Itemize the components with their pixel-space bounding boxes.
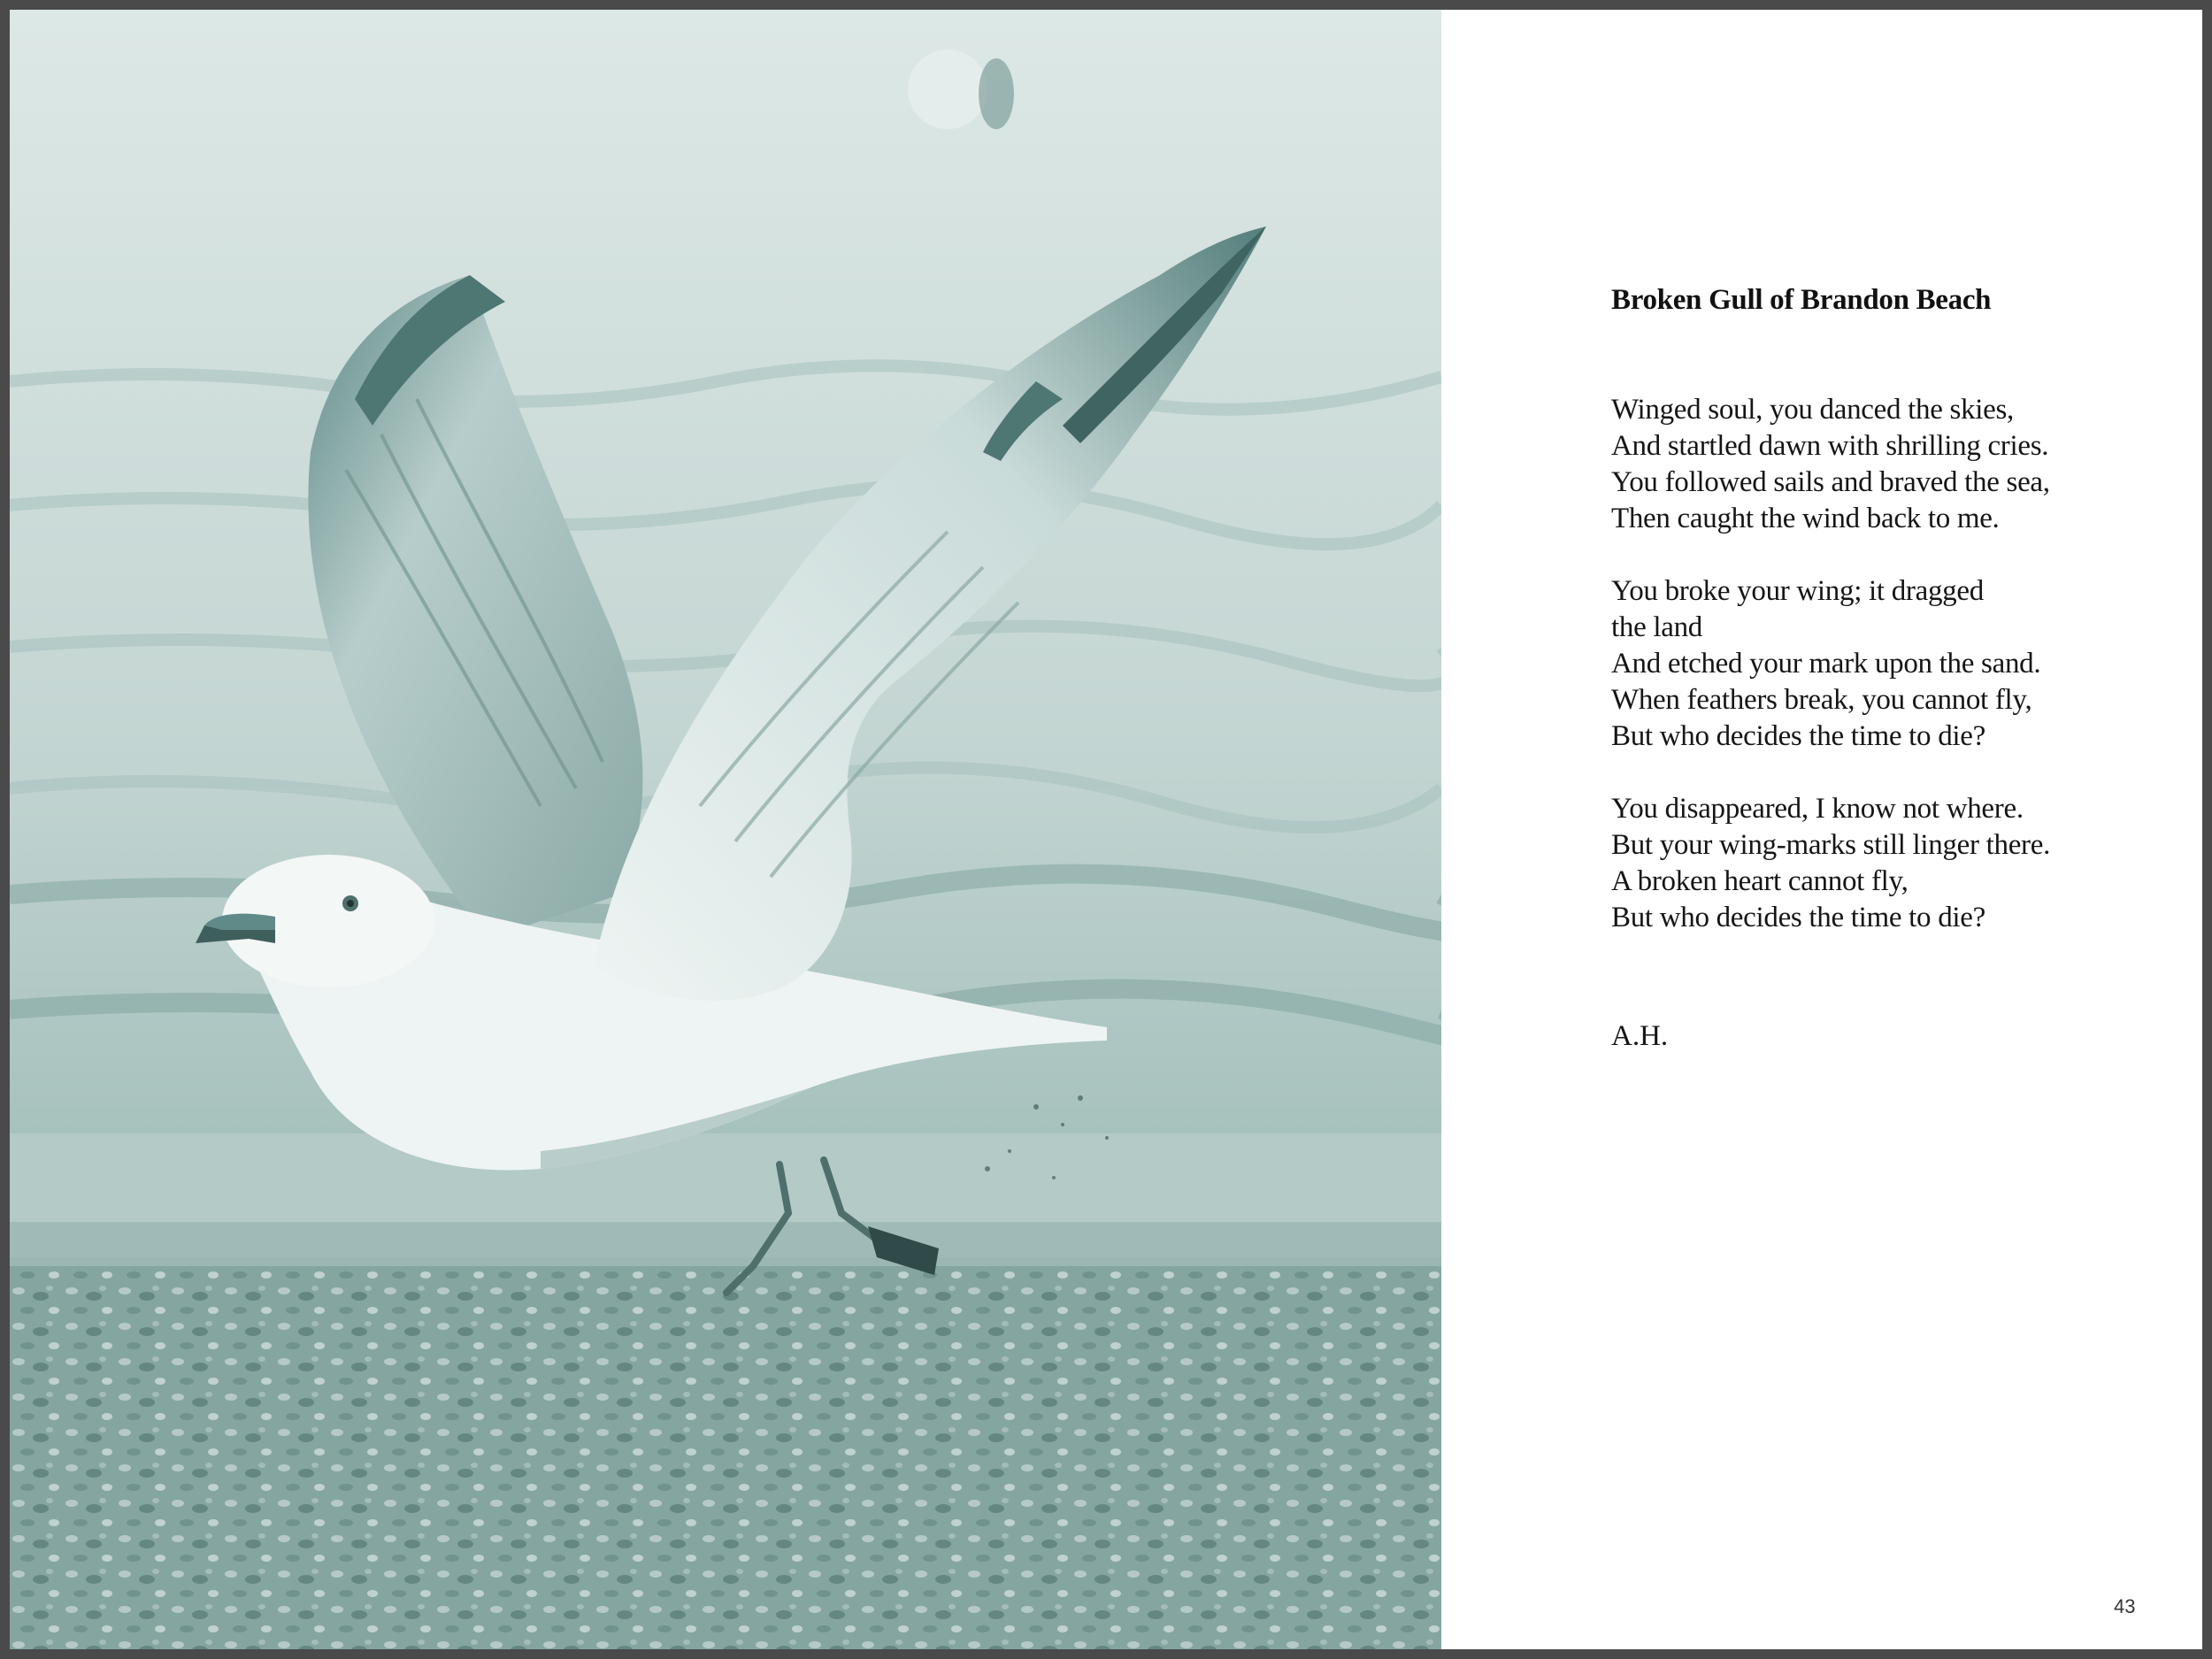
- stanza-1: [1611, 392, 2177, 537]
- poem-line: Winged soul, you danced the skies,: [1611, 394, 2014, 426]
- stanza-3: [1611, 791, 2177, 936]
- poem-line: You disappeared, I know not where.: [1611, 793, 2024, 825]
- poem-body: [1611, 392, 2177, 972]
- seagull-photo: [10, 10, 1441, 1649]
- poem-line: the land: [1611, 611, 1702, 643]
- poem-line: A broken heart cannot fly,: [1611, 865, 1909, 897]
- stanza-2: [1611, 573, 2177, 755]
- poem-line: But who decides the time to die?: [1611, 902, 1985, 933]
- poem-line: And etched your mark upon the sand.: [1611, 648, 2041, 680]
- poem-line: And startled dawn with shrilling cries.: [1611, 430, 2049, 462]
- poem-title: Broken Gull of Brandon Beach: [1611, 284, 1992, 316]
- page-number: 43: [2114, 1595, 2136, 1617]
- poem-line: You broke your wing; it dragged: [1611, 575, 1984, 607]
- poem-line: You followed sails and braved the sea,: [1611, 466, 2050, 498]
- poem-author: A.H.: [1611, 1020, 1669, 1052]
- poem-line: But your wing-marks still linger there.: [1611, 829, 2051, 861]
- poem-line: But who decides the time to die?: [1611, 720, 1985, 752]
- poem-line: When feathers break, you cannot fly,: [1611, 684, 2032, 716]
- poem-line: Then caught the wind back to me.: [1611, 503, 2000, 534]
- poem-page: [1441, 10, 2202, 1649]
